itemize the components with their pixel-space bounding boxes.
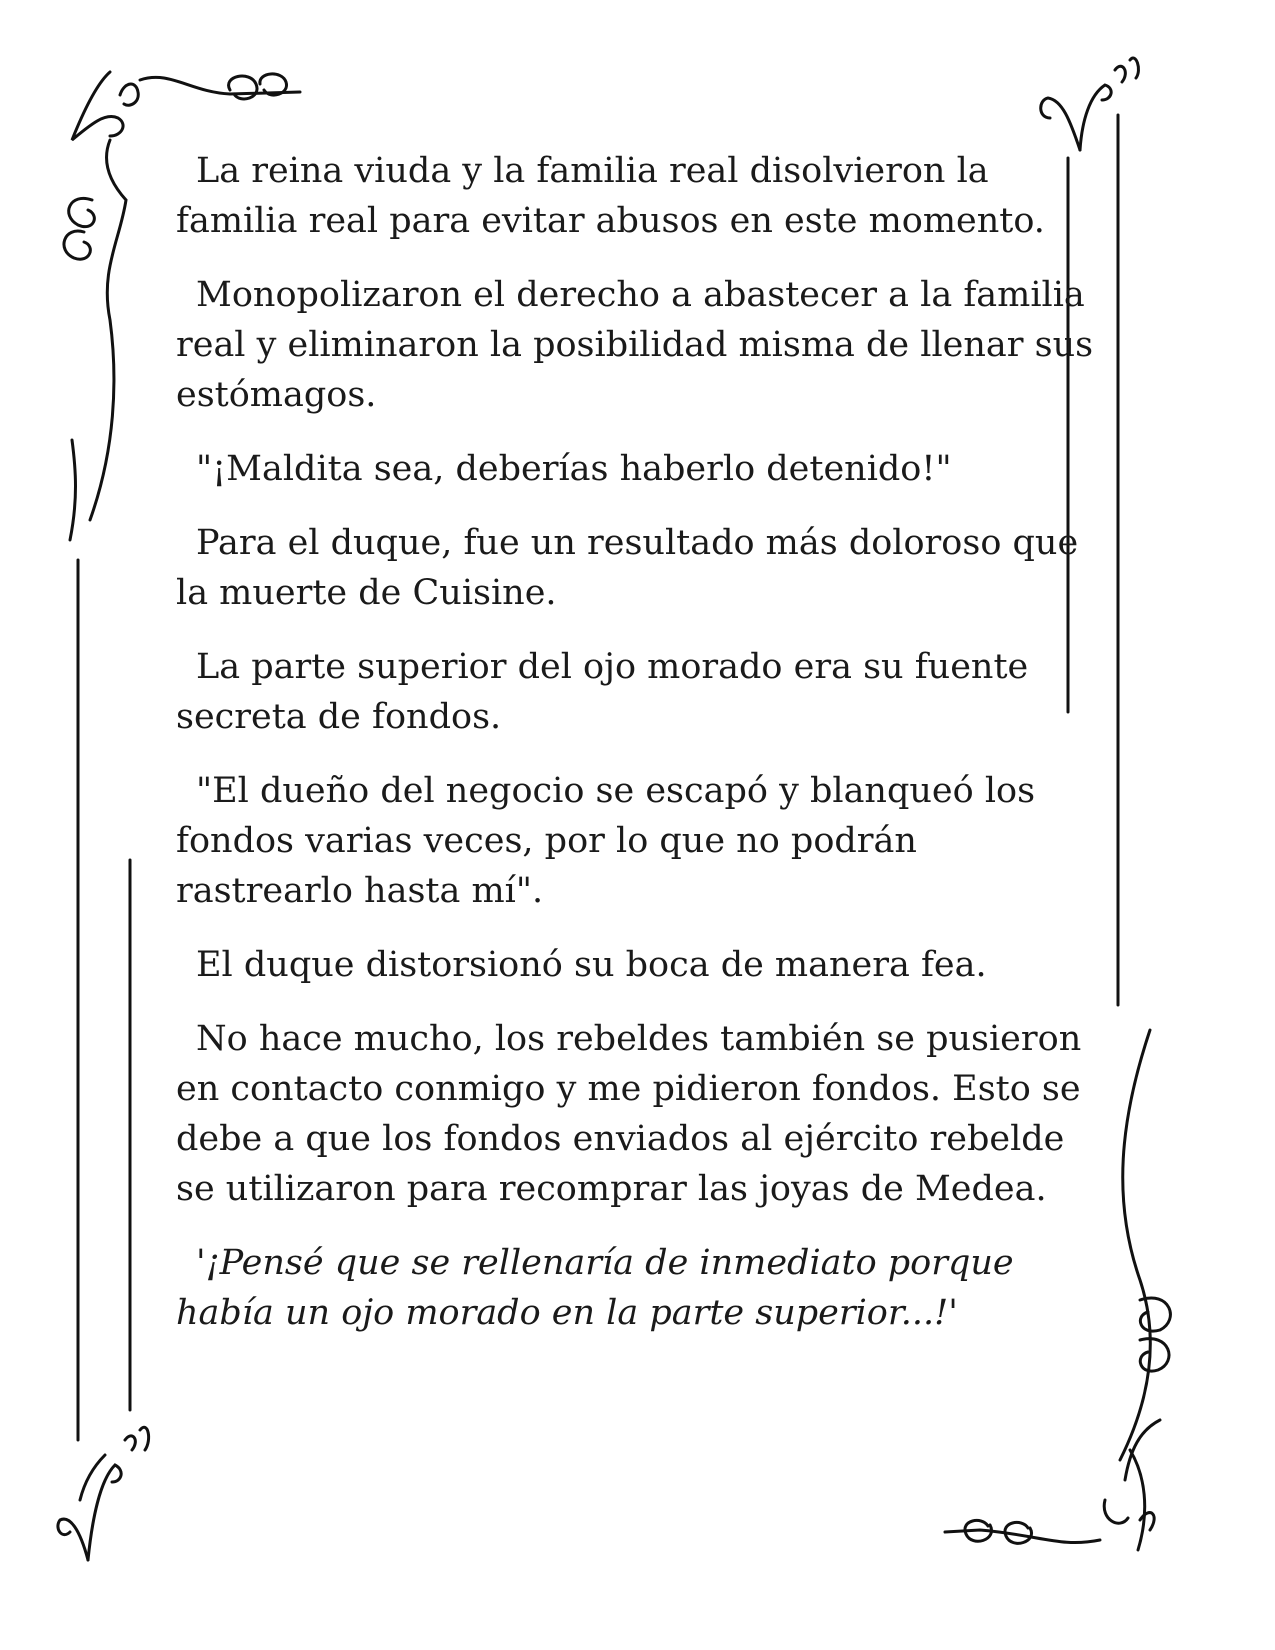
paragraph: Para el duque, fue un resultado más doloroso que la muerte de Cuisine.: [176, 523, 1079, 613]
paragraph: No hace mucho, los rebeldes también se pusieron en contacto conmigo y me pidieron fondos. Esto se debe a que los fondos enviados al ejército rebelde se utilizaron para recomprar las joyas de Medea.: [176, 1019, 1082, 1209]
paragraph: La reina viuda y la familia real disolvieron la familia real para evitar abusos en este momento.: [176, 151, 1045, 241]
paragraph: El duque distorsionó su boca de manera fea.: [196, 945, 987, 985]
story-text: [176, 146, 1096, 1362]
dialogue-paragraph: "El dueño del negocio se escapó y blanqueó los fondos varias veces, por lo que no podrán rastrearlo hasta mí".: [176, 771, 1036, 911]
paragraph: Monopolizaron el derecho a abastecer a la familia real y eliminaron la posibilidad misma de llenar sus estómagos.: [176, 275, 1094, 415]
bottom-left-flourish-icon: [58, 1427, 149, 1560]
thought-paragraph: '¡Pensé que se rellenaría de inmediato porque había un ojo morado en la parte superior...!': [176, 1243, 1014, 1333]
paragraph: La parte superior del ojo morado era su fuente secreta de fondos.: [176, 647, 1029, 737]
top-right-flourish-icon: [1041, 58, 1139, 150]
dialogue-paragraph: "¡Maldita sea, deberías haberlo detenido!": [196, 449, 952, 489]
